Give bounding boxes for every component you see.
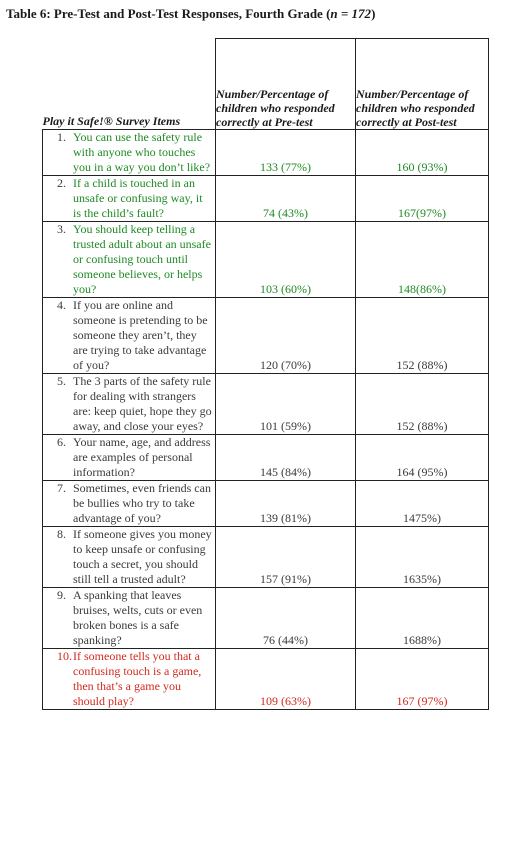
header-post-test: Number/Percentage of children who responded correctly at Post-test: [356, 39, 489, 130]
header-pre-test: Number/Percentage of children who responded correctly at Pre-test: [216, 39, 356, 130]
question-text: If someone tells you that a confusing touch is a game, then that’s a game you should play?: [73, 649, 202, 708]
post-test-value: 152 (88%): [356, 298, 489, 374]
question-cell: [43, 527, 216, 588]
question-cell: [43, 298, 216, 374]
question-cell: [43, 374, 216, 435]
table-header-row: [43, 39, 489, 130]
question-cell: [43, 588, 216, 649]
table-row: [43, 588, 489, 649]
pre-test-value: 145 (84%): [216, 435, 356, 481]
table-row: [43, 435, 489, 481]
post-test-value: 160 (93%): [356, 130, 489, 176]
post-test-value: 1635%): [356, 527, 489, 588]
question-text: You can use the safety rule with anyone who touches you in a way you don’t like?: [73, 130, 211, 174]
pre-test-value: 157 (91%): [216, 527, 356, 588]
header-survey-items: Play it Safe!® Survey Items: [42, 114, 181, 128]
pre-test-value: 76 (44%): [216, 588, 356, 649]
table-caption: [6, 6, 375, 22]
caption-prefix: Table 6: Pre-Test and Post-Test Responses, Fourth Grade (: [6, 6, 331, 21]
question-cell: [43, 176, 216, 222]
question-text: A spanking that leaves bruises, welts, cuts or even broken bones is a safe spanking?: [73, 588, 203, 647]
pre-test-value: 139 (81%): [216, 481, 356, 527]
question-cell: [43, 435, 216, 481]
pre-test-value: 109 (63%): [216, 649, 356, 710]
pre-test-value: 74 (43%): [216, 176, 356, 222]
table-row: [43, 481, 489, 527]
table-row: [43, 176, 489, 222]
question-number: 7.: [57, 481, 66, 495]
pre-test-value: 101 (59%): [216, 374, 356, 435]
question-number: 6.: [57, 435, 66, 449]
table-row: [43, 130, 489, 176]
question-text: Your name, age, and address are examples of personal information?: [73, 435, 211, 479]
caption-sample-size: n = 172: [330, 6, 372, 21]
pre-test-value: 103 (60%): [216, 222, 356, 298]
question-cell: [43, 130, 216, 176]
table-row: [43, 527, 489, 588]
question-number: 10.: [57, 649, 72, 663]
table-row: [43, 298, 489, 374]
caption-suffix: ): [371, 6, 376, 21]
question-number: 4.: [57, 298, 66, 312]
question-number: 5.: [57, 374, 66, 388]
question-text: Sometimes, even friends can be bullies who try to take advantage of you?: [73, 481, 211, 525]
question-text: If you are online and someone is pretending to be someone they aren’t, they are trying to take advantage of you?: [73, 298, 208, 372]
post-test-value: 167 (97%): [356, 649, 489, 710]
question-number: 8.: [57, 527, 66, 541]
post-test-value: 152 (88%): [356, 374, 489, 435]
table-row: [43, 222, 489, 298]
pre-test-value: 133 (77%): [216, 130, 356, 176]
question-cell: [43, 649, 216, 710]
question-number: 9.: [57, 588, 66, 602]
table-row: [43, 649, 489, 710]
post-test-value: 1475%): [356, 481, 489, 527]
question-text: The 3 parts of the safety rule for dealing with strangers are: keep quiet, hope they go away, and close your eyes?: [73, 374, 212, 433]
question-text: You should keep telling a trusted adult about an unsafe or confusing touch until someone believes, or helps you?: [73, 222, 211, 296]
pre-test-value: 120 (70%): [216, 298, 356, 374]
post-test-value: 164 (95%): [356, 435, 489, 481]
question-cell: [43, 222, 216, 298]
table-row: [43, 374, 489, 435]
post-test-value: 167(97%): [356, 176, 489, 222]
post-test-value: 1688%): [356, 588, 489, 649]
post-test-value: 148(86%): [356, 222, 489, 298]
question-cell: [43, 481, 216, 527]
question-number: 1.: [57, 130, 66, 144]
question-number: 2.: [57, 176, 66, 190]
question-number: 3.: [57, 222, 66, 236]
question-text: If a child is touched in an unsafe or confusing way, it is the child’s fault?: [73, 176, 203, 220]
results-table: [42, 38, 489, 710]
question-text: If someone gives you money to keep unsafe or confusing touch a secret, you should still tell a trusted adult?: [73, 527, 212, 586]
